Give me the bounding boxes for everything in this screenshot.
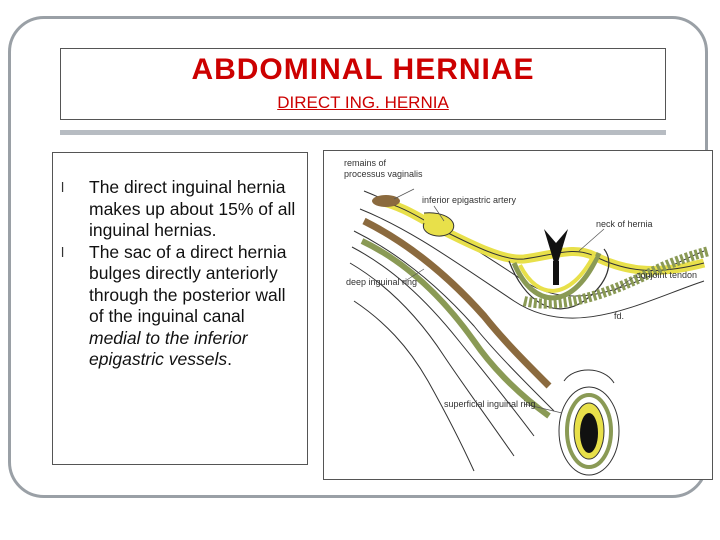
bullet-text-end: . — [227, 349, 232, 369]
label-neck: neck of hernia — [596, 219, 653, 229]
hernia-illustration — [324, 151, 714, 481]
label-conjoint: conjoint tendon — [636, 270, 698, 280]
title-divider — [60, 130, 666, 135]
label-remains-2: processus vaginalis — [344, 169, 423, 179]
label-inferior-epigastric: inferior epigastric artery — [422, 195, 517, 205]
bullet-text-italic: medial to the inferior epigastric vessels — [89, 327, 248, 369]
bullet-marker: l — [61, 179, 65, 195]
title-box — [60, 48, 666, 120]
cord-core — [580, 413, 598, 453]
brown-layer — [364, 221, 549, 386]
bullet-item — [61, 242, 301, 371]
cord-lines — [564, 370, 614, 383]
slide-title: ABDOMINAL HERNIAE — [191, 53, 535, 86]
hernia-diagram — [323, 150, 713, 480]
label-superficial-ring: superficial inguinal ring — [444, 399, 536, 409]
bullet-text-box — [52, 152, 308, 465]
bullet-marker: l — [61, 243, 65, 260]
label-initials: fd. — [614, 311, 625, 321]
bullet-text: The direct inguinal hernia makes up about 15% of all inguinal hernias. — [89, 177, 296, 240]
bullet-text: The sac of a direct hernia bulges directly anteriorly through the posterior wall of the inguinal canal — [89, 241, 287, 326]
artery-coil — [423, 213, 453, 236]
processus-remnant — [372, 195, 400, 207]
label-remains-1: remains of — [344, 158, 387, 168]
label-deep-ring: deep inguinal ring — [346, 277, 418, 287]
fascia-line — [354, 301, 474, 471]
arrow-shaft — [553, 261, 559, 285]
bullet-item — [61, 177, 301, 242]
slide-subtitle: DIRECT ING. HERNIA — [277, 93, 449, 112]
bullet-list — [61, 177, 301, 371]
